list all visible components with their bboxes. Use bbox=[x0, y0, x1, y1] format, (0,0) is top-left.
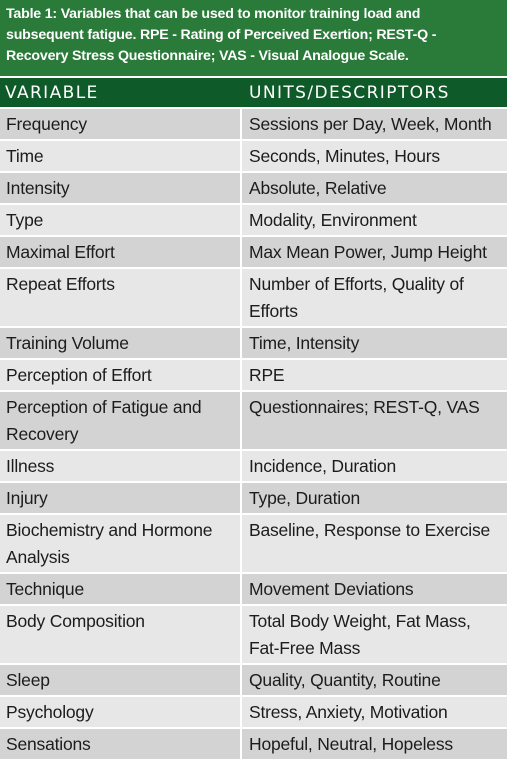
units-cell: Sessions per Day, Week, Month bbox=[249, 114, 492, 134]
variable-cell: Injury bbox=[0, 483, 242, 513]
units-cell: Questionnaires; REST-Q, VAS bbox=[249, 397, 480, 417]
table-row bbox=[0, 729, 507, 761]
variable-cell: Technique bbox=[0, 574, 242, 604]
units-cell: Number of Efforts, Quality of Efforts bbox=[249, 274, 464, 321]
units-cell: Absolute, Relative bbox=[249, 178, 387, 198]
variable-cell: Type bbox=[0, 205, 242, 235]
table-row bbox=[0, 173, 507, 205]
variable-cell: Sensations bbox=[0, 729, 242, 759]
units-cell: Time, Intensity bbox=[249, 333, 360, 353]
units-cell: Type, Duration bbox=[249, 488, 361, 508]
variable-cell: Intensity bbox=[0, 173, 242, 203]
table-row bbox=[0, 574, 507, 606]
variable-cell: Body Composition bbox=[0, 606, 242, 663]
table-row bbox=[0, 109, 507, 141]
table-row bbox=[0, 451, 507, 483]
table-row bbox=[0, 606, 507, 665]
table-row bbox=[0, 237, 507, 269]
units-cell: Stress, Anxiety, Motivation bbox=[249, 702, 448, 722]
table-row bbox=[0, 483, 507, 515]
variable-cell: Perception of Effort bbox=[0, 360, 242, 390]
table-row bbox=[0, 141, 507, 173]
units-cell: Movement Deviations bbox=[249, 579, 414, 599]
table-row bbox=[0, 665, 507, 697]
units-cell: Modality, Environment bbox=[249, 210, 417, 230]
table-row bbox=[0, 360, 507, 392]
column-header-units: UNITS/DESCRIPTORS bbox=[249, 82, 450, 103]
units-cell: Total Body Weight, Fat Mass, Fat-Free Mass bbox=[249, 611, 471, 658]
table-header-row bbox=[0, 78, 507, 109]
units-cell: Baseline, Response to Exercise bbox=[249, 520, 491, 540]
units-cell: RPE bbox=[249, 365, 285, 385]
variable-cell: Biochemistry and Hormone Analysis bbox=[0, 515, 242, 572]
table-row bbox=[0, 515, 507, 574]
table-row bbox=[0, 697, 507, 729]
variable-cell: Psychology bbox=[0, 697, 242, 727]
variable-cell: Sleep bbox=[0, 665, 242, 695]
variable-cell: Time bbox=[0, 141, 242, 171]
variable-cell: Illness bbox=[0, 451, 242, 481]
variable-cell: Perception of Fatigue and Recovery bbox=[0, 392, 242, 449]
table-row bbox=[0, 328, 507, 360]
table-caption: Table 1: Variables that can be used to monitor training load and subsequent fatigue. RPE - Rating of Perceived Exertion; REST-Q - Recovery Stress Questionnaire; VAS - Visual Analogue Scale. bbox=[0, 0, 507, 78]
variable-cell: Frequency bbox=[0, 109, 242, 139]
variable-cell: Training Volume bbox=[0, 328, 242, 358]
units-cell: Seconds, Minutes, Hours bbox=[249, 146, 440, 166]
table-row bbox=[0, 269, 507, 328]
units-cell: Quality, Quantity, Routine bbox=[249, 670, 441, 690]
units-cell: Hopeful, Neutral, Hopeless bbox=[249, 734, 453, 754]
table-row bbox=[0, 392, 507, 451]
table-row bbox=[0, 205, 507, 237]
variable-cell: Maximal Effort bbox=[0, 237, 242, 267]
units-cell: Max Mean Power, Jump Height bbox=[249, 242, 487, 262]
variable-cell: Repeat Efforts bbox=[0, 269, 242, 326]
units-cell: Incidence, Duration bbox=[249, 456, 396, 476]
column-header-variable: VARIABLE bbox=[5, 82, 99, 103]
